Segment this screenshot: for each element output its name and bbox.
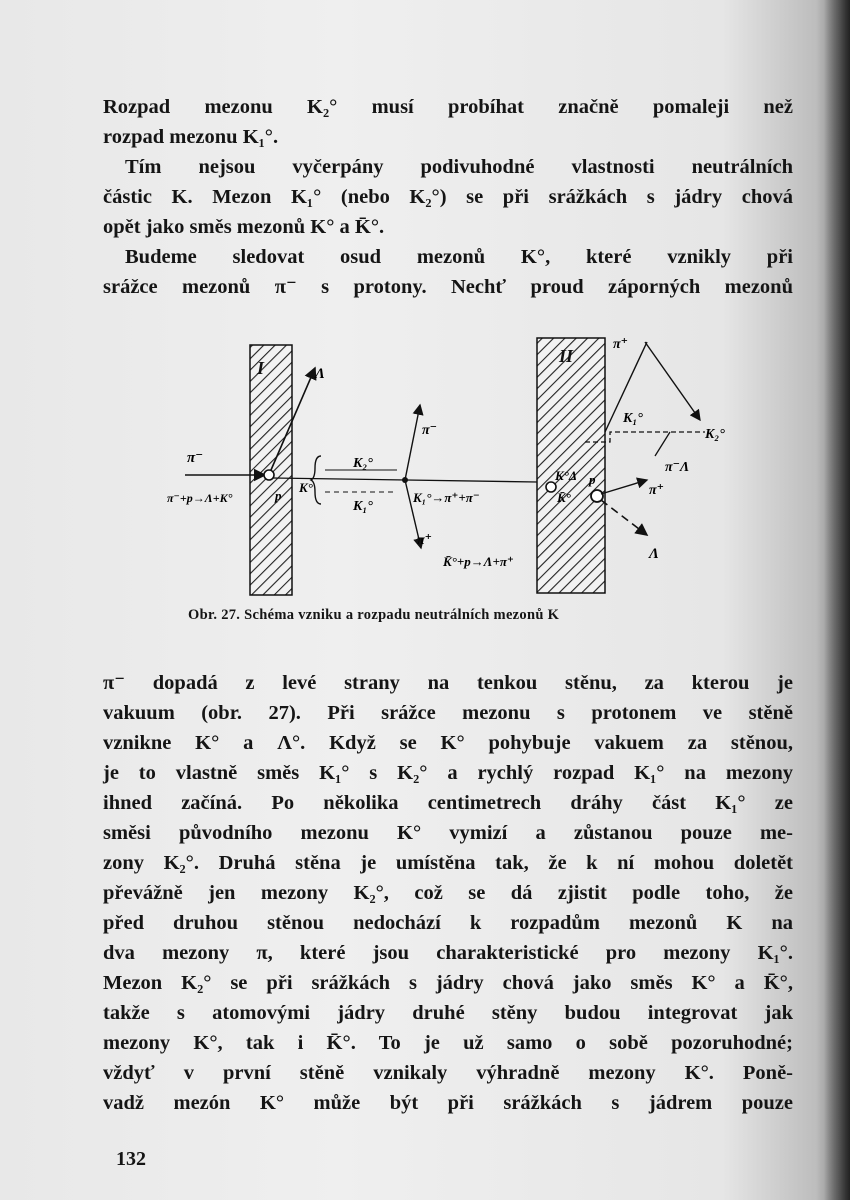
- label-k-delta: K°Δ: [555, 468, 578, 483]
- label-lambda-top: Λ: [315, 366, 326, 382]
- label-pi-minus-up: π⁻: [422, 423, 438, 438]
- text-line: vadž mezón K° může být při srážkách s jádrem pouze: [103, 1092, 793, 1114]
- text-line: mezony K°, tak i K̄°. To je už samo o sobě pozoruhodné;: [103, 1032, 793, 1054]
- page-number: 132: [116, 1148, 146, 1170]
- text-line: dva mezony π, které jsou charakteristické pro mezony K₁°.: [103, 942, 793, 964]
- text-line: vakuum (obr. 27). Při srážce mezonu s protonem ve stěně: [103, 702, 793, 724]
- text-line: převážně jen mezony K₂°, což se dá zjistit podle toho, že: [103, 882, 793, 904]
- pi-lambda-track: [655, 432, 670, 456]
- label-pi-plus-top: π⁺: [613, 337, 629, 352]
- text-line: π⁻ dopadá z levé strany na tenkou stěnu, za kterou je: [103, 672, 793, 694]
- label-p-right: p: [589, 472, 596, 487]
- label-k2-right: K₂°: [705, 427, 725, 442]
- wall-two: [537, 338, 605, 593]
- pi-minus-up-track: [405, 405, 420, 480]
- text-line: rozpad mezonu K₁°.: [103, 126, 279, 148]
- text-line: Mezon K₂° se při srážkách s jádry chová jako směs K° a K̄°,: [103, 972, 793, 994]
- page-edge-shadow: [824, 0, 850, 1200]
- label-pi-plus-right: π⁺: [649, 483, 665, 498]
- figure-diagram: [165, 330, 765, 600]
- text-line: vznikne K° a Λ°. Když se K° pohybuje vakuem za stěnou,: [103, 732, 793, 754]
- text-line: srážce mezonů π⁻ s protony. Nechť proud záporných mezonů: [103, 276, 793, 298]
- label-k2-mid: K₂°: [353, 456, 373, 471]
- k2-right-track: [645, 342, 700, 420]
- label-reaction-right: K̄°+p→Λ+π⁺: [443, 554, 514, 569]
- label-pi-minus-left: π⁻: [187, 450, 204, 466]
- text-line: před druhou stěnou nedochází k rozpadům mezonů K na: [103, 912, 793, 934]
- label-pi-lambda: π⁻Λ: [665, 460, 690, 475]
- collision-point-right-one: [546, 482, 556, 492]
- label-k1-mid: K₁°: [353, 499, 373, 514]
- label-k1-right: K₁°: [623, 411, 643, 426]
- paragraph: [103, 92, 793, 152]
- top-text-block: [103, 92, 793, 302]
- label-lambda-right: Λ: [649, 546, 660, 562]
- text-line: Tím nejsou vyčerpány podivuhodné vlastnosti neutrálních: [125, 156, 793, 178]
- paragraph: [103, 242, 793, 302]
- text-line: směsi původního mezonu K° vymizí a zůstanou pouze me-: [103, 822, 793, 844]
- text-line: ihned začíná. Po několika centimetrech dráhy část K₁° ze: [103, 792, 793, 814]
- text-line: zony K₂°. Druhá stěna je umístěna tak, že k ní mohou doletět: [103, 852, 793, 874]
- figure-caption: Obr. 27. Schéma vzniku a rozpadu neutrálních mezonů K: [188, 607, 560, 623]
- label-decay: K₁°→π⁺+π⁻: [413, 490, 480, 505]
- collision-point-left: [264, 470, 274, 480]
- lambda-right-track: [601, 500, 647, 535]
- text-line: Rozpad mezonu K₂° musí probíhat značně pomaleji než: [103, 96, 793, 118]
- text-line: je to vlastně směs K₁° s K₂° a rychlý rozpad K₁° na mezony: [103, 762, 793, 784]
- label-k-zero: K°: [299, 480, 313, 495]
- text-line: částic K. Mezon K₁° (nebo K₂°) se při srážkách s jádry chová: [103, 186, 793, 208]
- text-line: takže s atomovými jádry druhé stěny budou integrovat jak: [103, 1002, 793, 1024]
- wall-label-two: II: [559, 346, 574, 366]
- text-line: Budeme sledovat osud mezonů K°, které vznikly při: [125, 246, 793, 268]
- text-line: opět jako směs mezonů K° a K̄°.: [103, 216, 385, 238]
- pi-plus-right-track: [601, 480, 647, 494]
- text-line: vždyť v první stěně vznikaly výhradně mezony K°. Poně-: [103, 1062, 793, 1084]
- bottom-text-block: [103, 668, 793, 1118]
- wall-label-one: I: [257, 358, 265, 378]
- label-pi-plus-down: π⁺: [417, 533, 433, 548]
- paragraph: [103, 152, 793, 242]
- label-k-bar: K̄°: [557, 490, 571, 505]
- label-p-left: p: [275, 488, 282, 503]
- label-reaction-left: π⁻+p→Λ+K°: [167, 491, 233, 505]
